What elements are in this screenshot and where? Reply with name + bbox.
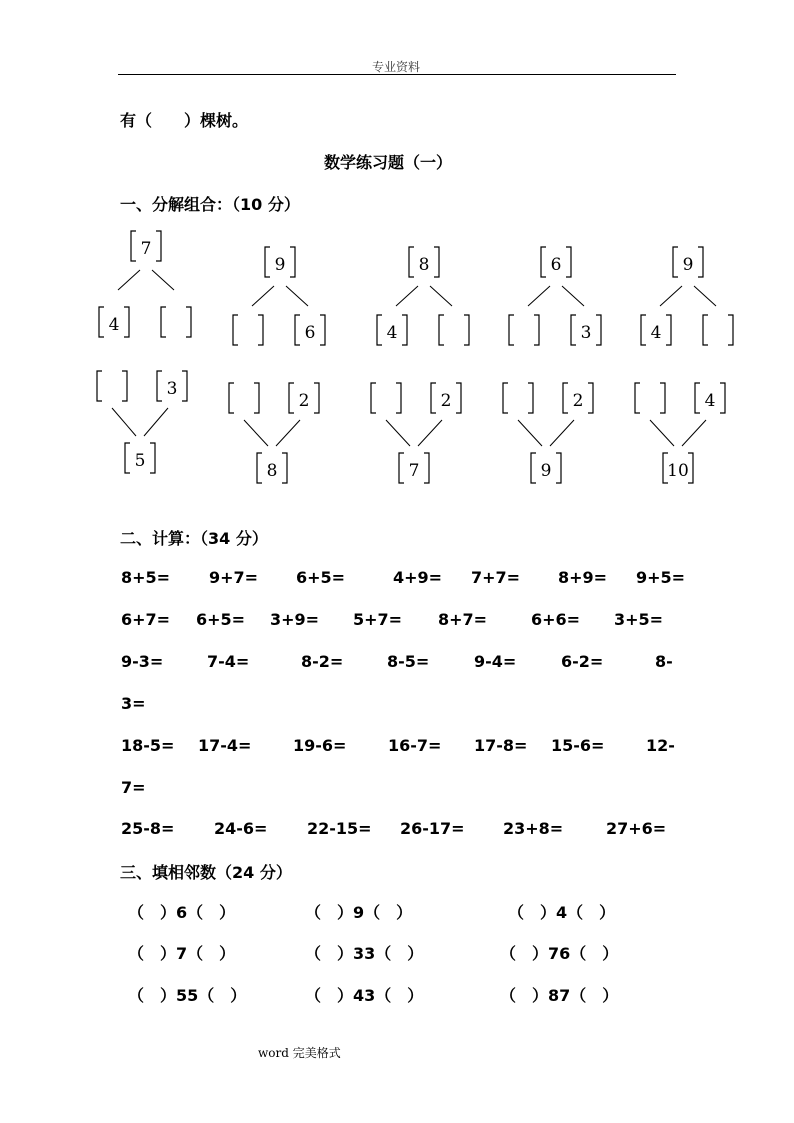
split-tree-top-left-bracket	[131, 231, 136, 261]
equation: 4+9=	[393, 568, 443, 587]
split-tree-right-right-bracket	[320, 315, 325, 345]
join-tree-left-left-bracket	[503, 383, 508, 413]
join-tree-right-left-bracket	[431, 383, 436, 413]
join-tree-bottom-left-bracket	[125, 443, 130, 473]
split-tree-left-left-bracket	[233, 315, 238, 345]
split-tree-top-left-bracket	[673, 247, 678, 277]
split-tree-left-left-bracket	[509, 315, 514, 345]
branch-line	[650, 420, 674, 446]
equation: 23+8=	[503, 819, 564, 838]
equation: 8-5=	[387, 652, 430, 671]
join-tree-left-left-bracket	[635, 383, 640, 413]
split-tree-top-left-bracket	[541, 247, 546, 277]
join-tree-bottom-value: 7	[408, 461, 420, 481]
split-tree-top-left-bracket	[409, 247, 414, 277]
join-tree-right-left-bracket	[563, 383, 568, 413]
equation: 24-6=	[214, 819, 268, 838]
join-tree-right-right-bracket	[182, 371, 187, 401]
neighbor-number-item: （ ）87（ ）	[500, 986, 619, 1005]
branch-line	[112, 408, 136, 436]
equation: 8-	[655, 652, 673, 671]
branch-line	[276, 420, 300, 446]
join-tree-right-right-bracket	[588, 383, 593, 413]
equation: 6+5=	[296, 568, 346, 587]
branch-line	[418, 420, 442, 446]
equation: 6+7=	[121, 610, 171, 629]
equation: 3+9=	[270, 610, 320, 629]
split-tree-left-left-bracket	[99, 307, 104, 337]
join-tree-right-right-bracket	[456, 383, 461, 413]
neighbor-number-item: （ ）6（ ）	[128, 903, 236, 922]
join-tree-left-left-bracket	[371, 383, 376, 413]
join-tree-right-left-bracket	[289, 383, 294, 413]
join-tree-bottom-right-bracket	[282, 453, 287, 483]
join-tree-left-right-bracket	[122, 371, 127, 401]
page-footer: word 完美格式	[258, 1046, 341, 1060]
split-tree-top-value: 7	[140, 239, 152, 259]
split-tree-top-right-bracket	[566, 247, 571, 277]
join-tree-right-value: 2	[298, 391, 310, 411]
split-tree-left-right-bracket	[534, 315, 539, 345]
split-tree-left-right-bracket	[258, 315, 263, 345]
branch-line	[682, 420, 706, 446]
split-tree-top-value: 9	[274, 255, 286, 275]
decomposition-trees	[0, 0, 794, 500]
join-tree-bottom-value: 8	[266, 461, 278, 481]
join-tree-bottom-left-bracket	[257, 453, 262, 483]
join-tree-bottom-value: 9	[540, 461, 552, 481]
branch-line	[660, 286, 682, 306]
split-tree-top-right-bracket	[434, 247, 439, 277]
page-title: 数学练习题（一）	[324, 153, 453, 172]
section2-heading: 二、计算：（34 分）	[120, 529, 268, 548]
equation-continuation: 3=	[121, 694, 146, 713]
equation: 19-6=	[293, 736, 347, 755]
split-tree-top-left-bracket	[265, 247, 270, 277]
join-tree-left-right-bracket	[254, 383, 259, 413]
join-tree-left-left-bracket	[97, 371, 102, 401]
join-tree-right-value: 4	[704, 391, 716, 411]
branch-line	[252, 286, 274, 306]
neighbor-number-item: （ ）43（ ）	[305, 986, 424, 1005]
split-tree-left-value: 4	[386, 323, 398, 343]
split-tree-left-value: 4	[650, 323, 662, 343]
split-tree-right-left-bracket	[161, 307, 166, 337]
section1-heading: 一、分解组合：（10 分）	[120, 195, 300, 214]
split-tree-left-value: 4	[108, 315, 120, 335]
branch-line	[518, 420, 542, 446]
equation: 6-2=	[561, 652, 604, 671]
join-tree-bottom-left-bracket	[531, 453, 536, 483]
branch-line	[550, 420, 574, 446]
join-tree-bottom-right-bracket	[150, 443, 155, 473]
branch-line	[386, 420, 410, 446]
equation: 26-17=	[400, 819, 465, 838]
equation: 16-7=	[388, 736, 442, 755]
split-tree-right-right-bracket	[186, 307, 191, 337]
neighbor-number-item: （ ）55（ ）	[128, 986, 247, 1005]
equation: 9-4=	[474, 652, 517, 671]
equation: 8-2=	[301, 652, 344, 671]
page-header: 专业资料	[372, 60, 421, 74]
split-tree-right-value: 3	[580, 323, 592, 343]
equation: 25-8=	[121, 819, 175, 838]
split-tree-top-right-bracket	[698, 247, 703, 277]
split-tree-top-right-bracket	[156, 231, 161, 261]
branch-line	[694, 286, 716, 306]
join-tree-left-left-bracket	[229, 383, 234, 413]
split-tree-right-left-bracket	[439, 315, 444, 345]
split-tree-left-left-bracket	[377, 315, 382, 345]
equation: 18-5=	[121, 736, 175, 755]
equation: 6+5=	[196, 610, 246, 629]
branch-line	[118, 270, 140, 290]
join-tree-bottom-value: 5	[134, 451, 146, 471]
equation: 9-3=	[121, 652, 164, 671]
join-tree-left-right-bracket	[396, 383, 401, 413]
split-tree-left-right-bracket	[666, 315, 671, 345]
join-tree-right-left-bracket	[695, 383, 700, 413]
branch-line	[152, 270, 174, 290]
split-tree-top-value: 8	[418, 255, 430, 275]
equation: 5+7=	[353, 610, 403, 629]
equation: 9+7=	[209, 568, 259, 587]
split-tree-right-right-bracket	[596, 315, 601, 345]
equation: 22-15=	[307, 819, 372, 838]
neighbor-number-item: （ ）33（ ）	[305, 944, 424, 963]
split-tree-right-right-bracket	[728, 315, 733, 345]
split-tree-right-right-bracket	[464, 315, 469, 345]
join-tree-bottom-right-bracket	[424, 453, 429, 483]
join-tree-bottom-value: 10	[667, 461, 689, 481]
equation-continuation: 7=	[121, 778, 146, 797]
split-tree-right-left-bracket	[703, 315, 708, 345]
split-tree-top-right-bracket	[290, 247, 295, 277]
split-tree-top-value: 6	[550, 255, 562, 275]
join-tree-right-right-bracket	[720, 383, 725, 413]
section3-heading: 三、填相邻数（24 分）	[120, 863, 292, 882]
branch-line	[244, 420, 268, 446]
equation: 9+5=	[636, 568, 686, 587]
branch-line	[528, 286, 550, 306]
join-tree-left-right-bracket	[528, 383, 533, 413]
join-tree-right-value: 3	[166, 379, 178, 399]
neighbor-number-item: （ ）7（ ）	[128, 944, 236, 963]
join-tree-right-value: 2	[572, 391, 584, 411]
branch-line	[430, 286, 452, 306]
equation: 8+9=	[558, 568, 608, 587]
equation: 7-4=	[207, 652, 250, 671]
branch-line	[396, 286, 418, 306]
join-tree-right-value: 2	[440, 391, 452, 411]
equation: 6+6=	[531, 610, 581, 629]
split-tree-right-left-bracket	[295, 315, 300, 345]
previous-question-line: 有（ ）棵树。	[120, 111, 249, 130]
join-tree-right-left-bracket	[157, 371, 162, 401]
equation: 8+5=	[121, 568, 171, 587]
neighbor-number-item: （ ）76（ ）	[500, 944, 619, 963]
join-tree-right-right-bracket	[314, 383, 319, 413]
join-tree-bottom-left-bracket	[399, 453, 404, 483]
split-tree-right-value: 6	[304, 323, 316, 343]
equation: 17-4=	[198, 736, 252, 755]
split-tree-top-value: 9	[682, 255, 694, 275]
split-tree-left-left-bracket	[641, 315, 646, 345]
neighbor-number-item: （ ）4（ ）	[508, 903, 616, 922]
equation: 7+7=	[471, 568, 521, 587]
join-tree-bottom-right-bracket	[556, 453, 561, 483]
equation: 3+5=	[614, 610, 664, 629]
equation: 8+7=	[438, 610, 488, 629]
branch-line	[286, 286, 308, 306]
branch-line	[144, 408, 168, 436]
equation: 17-8=	[474, 736, 528, 755]
equation: 12-	[646, 736, 675, 755]
equation: 15-6=	[551, 736, 605, 755]
split-tree-right-left-bracket	[571, 315, 576, 345]
join-tree-left-right-bracket	[660, 383, 665, 413]
neighbor-number-item: （ ）9（ ）	[305, 903, 413, 922]
branch-line	[562, 286, 584, 306]
split-tree-left-right-bracket	[124, 307, 129, 337]
split-tree-left-right-bracket	[402, 315, 407, 345]
equation: 27+6=	[606, 819, 667, 838]
